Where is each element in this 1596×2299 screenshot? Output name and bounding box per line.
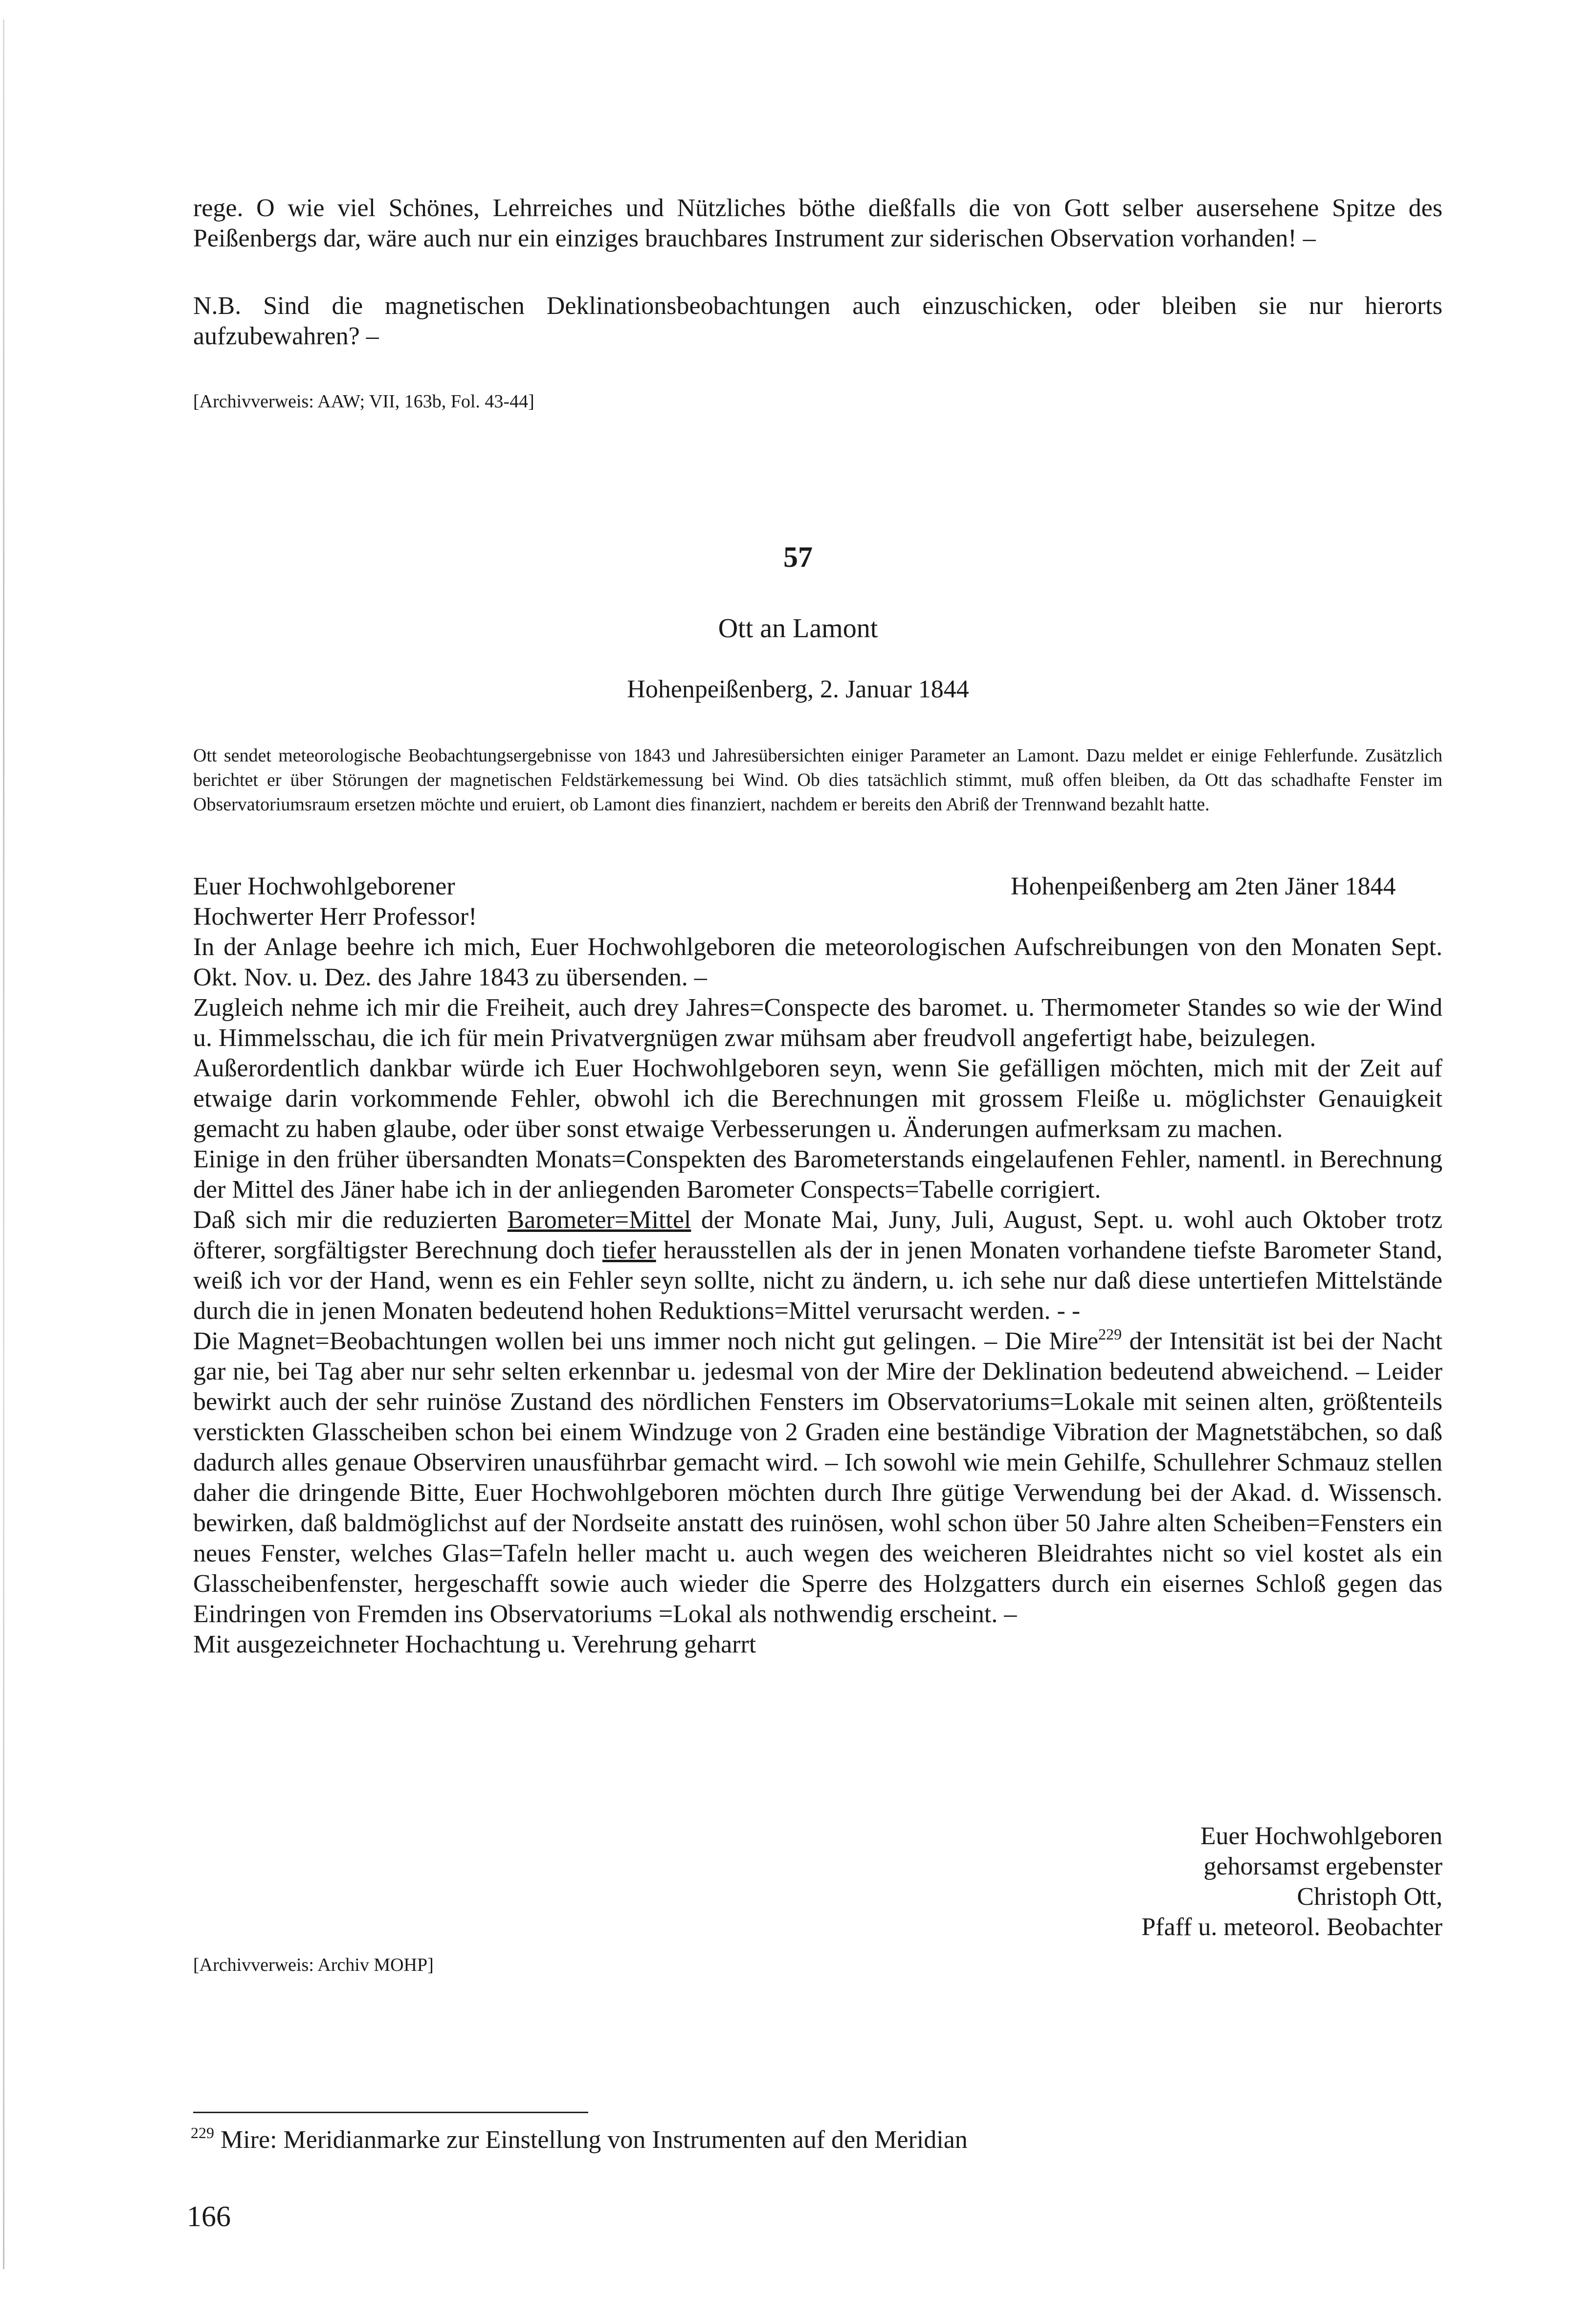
signature-line: Christoph Ott,: [1297, 1883, 1442, 1911]
footnote-marker: 229: [1098, 1325, 1122, 1343]
archive-reference: [Archivverweis: Archiv MOHP]: [193, 1955, 434, 1975]
text-run: der Monate Mai, Juny, Juli, August, Sept. u. wohl auch Oktober trotz öfterer, sorgfältigster Berechnung doch: [193, 1206, 1443, 1264]
closing-line: Mit ausgezeichneter Hochachtung u. Verehrung geharrt: [193, 1630, 756, 1658]
letter-dateline: Hohenpeißenberg, 2. Januar 1844: [627, 675, 969, 703]
letter-body: [193, 902, 1442, 1660]
underlined-text: Barometer=Mittel: [507, 1206, 691, 1234]
salutation-line-2: Hochwerter Herr Professor!: [193, 903, 477, 931]
footnote-divider: [193, 2112, 588, 2113]
nb-paragraph: N.B. Sind die magnetischen Deklinationsbeobachtungen auch einzuschicken, oder bleiben sie nur hierorts aufzubewahren? –: [193, 292, 1442, 350]
signature-block: [1110, 1821, 1442, 1942]
scan-edge-shadow: [3, 20, 4, 2269]
letter-title: Ott an Lamont: [718, 613, 878, 644]
underlined-text: tiefer: [602, 1236, 656, 1264]
letter-paragraph: In der Anlage beehre ich mich, Euer Hochwohlgeboren die meteorologischen Aufschreibungen von den Monaten Sept. Okt. Nov. u. Dez. des Jahre 1843 zu übersenden. –: [193, 933, 1442, 991]
letter-summary: Ott sendet meteorologische Beobachtungsergebnisse von 1843 und Jahresübersichten einiger Parameter an Lamont. Dazu meldet er einige Fehlerfunde. Zusätzlich berichtet er über Störungen der magnetischen Feldstärkemessung bei Wind. Ob dies tatsächlich stimmt, muß offen bleiben, da Ott das schadhafte Fenster im Observatoriumsraum ersetzen möchte und eruiert, ob Lamont dies finanziert, nachdem er bereits den Abriß der Trennwand bezahlt hatte.: [193, 745, 1442, 815]
letter-paragraph: Einige in den früher übersandten Monats=Conspekten des Barometerstands eingelaufenen Fehler, namentl. in Berechnung der Mittel des Jäner habe ich in der anliegenden Barometer Conspects=Tabelle corrigiert.: [193, 1145, 1442, 1204]
intro-paragraph: rege. O wie viel Schönes, Lehrreiches und Nützliches böthe dießfalls die von Gott selber ausersehene Spitze des Peißenbergs dar, wäre auch nur ein einziges brauchbares Instrument zur siderischen Observation vorhanden! –: [193, 194, 1442, 252]
letter-number: 57: [783, 541, 813, 573]
signature-line: Pfaff u. meteorol. Beobachter: [1141, 1913, 1442, 1941]
footnote: [191, 2125, 1413, 2155]
signature-line: gehorsamst ergebenster: [1203, 1853, 1442, 1880]
archive-reference: [Archivverweis: AAW; VII, 163b, Fol. 43-44]: [193, 391, 534, 412]
text-run: Daß sich mir die reduzierten: [193, 1206, 508, 1234]
footnote-text: Mire: Meridianmarke zur Einstellung von Instrumenten auf den Meridian: [214, 2126, 968, 2154]
letter-paragraph: [193, 1326, 1442, 1629]
salutation-line-1: Euer Hochwohlgeborener: [193, 872, 455, 900]
text-run: herausstellen als der in jenen Monaten vorhandene tiefste Barometer Stand, weiß ich vor der Hand, wenn es ein Fehler seyn sollte, nicht zu ändern, u. ich sehe nur daß diese untertiefen Mittelstände durch die in jenen Monaten bedeutend hohen Reduktions=Mittel verursacht werden. - -: [193, 1236, 1442, 1325]
letter-paragraph: Außerordentlich dankbar würde ich Euer Hochwohlgeboren seyn, wenn Sie gefälligen möchten, mich mit der Zeit auf etwaige darin vorkommende Fehler, obwohl ich die Berechnungen mit grossem Fleiße u. möglichster Genauigkeit gemacht zu haben glaube, oder über sonst etwaige Verbesserungen u. Änderungen aufmerksam zu machen.: [193, 1054, 1442, 1143]
letter-paragraph: [193, 1205, 1442, 1326]
footnote-number: 229: [191, 2124, 214, 2142]
place-and-date: Hohenpeißenberg am 2ten Jäner 1844: [1011, 872, 1396, 900]
page-number: 166: [187, 2200, 231, 2232]
signature-line: Euer Hochwohlgeboren: [1200, 1822, 1442, 1850]
text-run: der Intensität ist bei der Nacht gar nie, bei Tag aber nur sehr selten erkennbar u. jedesmal von der Mire der Deklination bedeutend abweichend. – Leider bewirkt auch der sehr ruinöse Zustand des nördlichen Fensters im Observatoriums=Lokale mit seinen alten, größtenteils verstickten Glasscheiben schon bei einem Windzuge von 2 Graden eine beständige Vibration der Magnetstäbchen, so daß dadurch alles genaue Observiren unausführbar gemacht wird. – Ich sowohl wie mein Gehilfe, Schullehrer Schmauz stellen daher die dringende Bitte, Euer Hochwohlgeboren möchten durch Ihre gütige Verwendung bei der Akad. d. Wissensch. bewirken, daß baldmöglichst auf der Nordseite anstatt des ruinösen, wohl schon über 50 Jahre alten Scheiben=Fensters ein neues Fenster, welches Glas=Tafeln heller macht u. auch wegen des weicheren Bleidrahtes nicht so viel kostet als ein Glasscheibenfenster, hergeschafft sowie auch wieder die Sperre des Holzgatters durch ein eisernes Schloß gegen das Eindringen von Fremden ins Observatoriums =Lokal als nothwendig erscheint. –: [193, 1327, 1442, 1628]
text-run: Die Magnet=Beobachtungen wollen bei uns immer noch nicht gut gelingen. – Die Mire: [193, 1327, 1099, 1355]
letter-paragraph: Zugleich nehme ich mir die Freiheit, auch drey Jahres=Conspecte des baromet. u. Thermometer Standes so wie der Wind u. Himmelsschau, die ich für mein Privatvergnügen zwar mühsam aber freudvoll angefertigt habe, beizulegen.: [193, 994, 1442, 1052]
